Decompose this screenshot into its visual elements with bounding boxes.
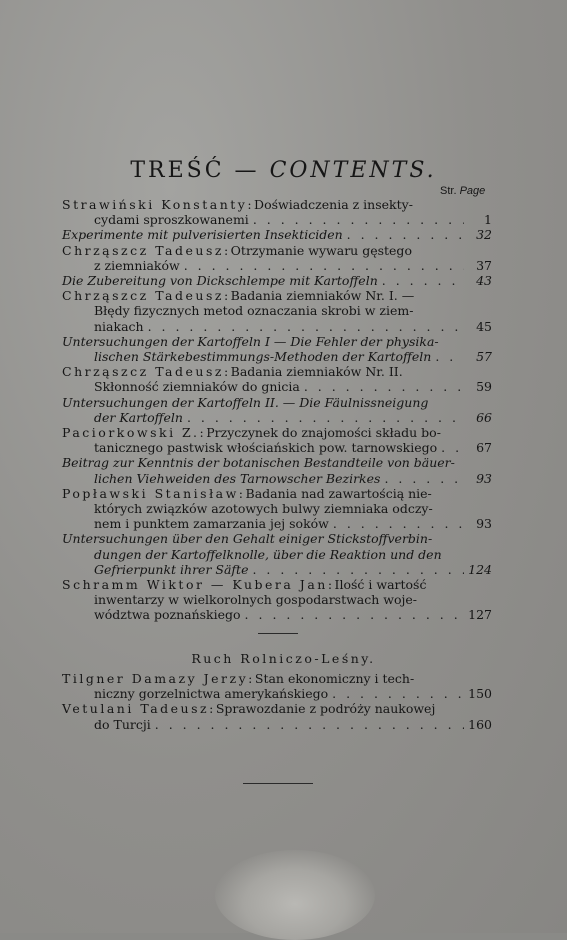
toc-entry xyxy=(62,334,492,364)
toc-entry xyxy=(62,671,492,701)
toc-leader-dots xyxy=(437,440,464,455)
toc-text: Beitrag zur Kenntnis der botanischen Bestandteile von bäuer- xyxy=(62,455,455,471)
toc-line xyxy=(62,288,492,303)
title-polish: TREŚĆ xyxy=(130,158,225,183)
toc-author: Tilgner Damazy Jerzy: xyxy=(62,671,255,686)
toc-leader-dots xyxy=(431,349,464,364)
toc-text: Experimente mit pulverisierten Insekticiden xyxy=(62,227,343,243)
toc-entry xyxy=(62,288,492,334)
toc-entry xyxy=(62,531,492,577)
toc-leader-dots xyxy=(249,212,464,227)
toc-text: dungen der Kartoffelknolle, über die Reaktion und den xyxy=(94,546,442,562)
toc-line xyxy=(62,425,492,440)
toc-line xyxy=(62,516,492,531)
toc-leader-dots xyxy=(144,319,464,334)
toc-page-number: 37 xyxy=(476,257,492,273)
toc-leader-dots xyxy=(329,516,464,531)
toc-line xyxy=(62,379,492,394)
toc-entry xyxy=(62,486,492,532)
toc-text: Sprawozdanie z podróży naukowej xyxy=(215,701,436,717)
toc-author: Popławski Stanisław: xyxy=(62,485,246,501)
toc-page-number: 93 xyxy=(476,516,492,532)
toc-line xyxy=(62,701,492,716)
toc-entry xyxy=(62,701,492,731)
toc-text: Badania nad zawartością nie- xyxy=(245,485,432,501)
toc-line xyxy=(62,227,492,242)
toc-line xyxy=(62,273,492,288)
toc-text: Błędy fizycznych metod oznaczania skrobi w ziem- xyxy=(94,303,414,319)
toc-author: Chrząszcz Tadeusz: xyxy=(62,288,231,304)
toc-text: Untersuchungen der Kartoffeln II. — Die Fäulnissneigung xyxy=(62,394,429,410)
toc-page-number: 66 xyxy=(476,409,492,425)
toc-page-number: 127 xyxy=(468,607,492,623)
toc-author: Schramm Wiktor — Kubera Jan: xyxy=(62,577,335,593)
toc-page-number: 57 xyxy=(476,349,492,365)
toc-line xyxy=(62,531,492,546)
toc-text: niczny gorzelnictwa amerykańskiego xyxy=(94,686,329,702)
toc-page-number: 59 xyxy=(476,379,492,395)
toc-page-number: 1 xyxy=(484,212,492,228)
toc-line xyxy=(62,471,492,486)
end-divider xyxy=(243,783,313,784)
toc-leader-dots xyxy=(380,471,464,486)
toc-text: lichen Viehweiden des Tarnowscher Bezirkes xyxy=(94,470,381,486)
toc-text: których związków azotowych bulwy ziemniaka odczy- xyxy=(94,501,433,517)
toc-line xyxy=(62,455,492,470)
paper-stain xyxy=(215,850,375,940)
toc-text: der Kartoffeln xyxy=(94,409,183,425)
column-heading-polish: Str. xyxy=(440,185,457,197)
toc-line xyxy=(62,547,492,562)
toc-text: Badania ziemniaków Nr. I. — xyxy=(230,288,415,304)
toc-page-number: 93 xyxy=(476,470,492,486)
toc-author: Paciorkowski Z.: xyxy=(62,425,207,441)
toc-entry xyxy=(62,395,492,425)
toc-leader-dots xyxy=(378,273,464,288)
toc-line xyxy=(62,607,492,622)
toc-leader-dots xyxy=(248,562,464,577)
toc-entry xyxy=(62,243,492,273)
toc-entry xyxy=(62,364,492,394)
toc-text: niakach xyxy=(94,318,144,334)
toc-line xyxy=(62,486,492,501)
toc-line xyxy=(62,243,492,258)
toc-line xyxy=(62,592,492,607)
toc-line xyxy=(62,197,492,212)
toc-leader-dots xyxy=(241,607,464,622)
toc-text: tanicznego pastwisk włościańskich pow. tarnowskiego xyxy=(94,440,438,456)
toc-text: Doświadczenia z insekty- xyxy=(254,197,413,212)
toc-line xyxy=(62,671,492,686)
toc-line xyxy=(62,364,492,379)
toc-leader-dots xyxy=(151,717,464,732)
column-heading-english: Page xyxy=(459,185,486,197)
toc-line xyxy=(62,349,492,364)
toc-text: Ilość i wartość xyxy=(334,577,427,593)
toc-page-number: 45 xyxy=(476,318,492,334)
toc-text: Otrzymanie wywaru gęstego xyxy=(230,242,412,258)
toc-page-number: 124 xyxy=(468,561,492,577)
toc-leader-dots xyxy=(180,258,464,273)
toc-text: inwentarzy w wielkorolnych gospodarstwach woje- xyxy=(94,592,418,608)
toc-text: Badania ziemniaków Nr. II. xyxy=(230,364,403,380)
toc-text: do Turcji xyxy=(94,716,151,732)
title-separator: — xyxy=(224,158,270,183)
toc-text: Untersuchungen der Kartoffeln I — Die Fehler der physika- xyxy=(62,333,439,349)
toc-text: cydami sproszkowanemi xyxy=(94,212,249,228)
toc-line xyxy=(62,501,492,516)
toc-entry xyxy=(62,577,492,623)
toc-text: Untersuchungen über den Gehalt einiger Stickstoffverbin- xyxy=(62,531,433,547)
toc-leader-dots xyxy=(183,410,464,425)
toc-line xyxy=(62,395,492,410)
toc-page-number: 150 xyxy=(468,686,492,702)
toc-entry xyxy=(62,455,492,485)
toc-author: Chrząszcz Tadeusz: xyxy=(62,242,231,258)
section-heading: Ruch Rolniczo-Leśny. xyxy=(191,651,376,666)
page-title xyxy=(0,158,567,183)
section-divider xyxy=(258,633,298,634)
toc-entry xyxy=(62,227,492,242)
toc-text: wództwa poznańskiego xyxy=(94,607,241,623)
toc-line xyxy=(62,686,492,701)
toc-line xyxy=(62,303,492,318)
toc-text: Przyczynek do znajomości składu bo- xyxy=(206,425,441,441)
toc-author: Vetulani Tadeusz: xyxy=(62,701,216,717)
toc-line xyxy=(62,258,492,273)
toc-line xyxy=(62,562,492,577)
toc-text: Gefrierpunkt ihrer Säfte xyxy=(94,561,249,577)
toc-author: Strawiński Konstanty: xyxy=(62,197,255,212)
toc-entry xyxy=(62,197,492,227)
page-column-heading xyxy=(440,185,485,197)
toc-text: Skłonność ziemniaków do gnicia xyxy=(94,379,300,395)
toc-entry xyxy=(62,425,492,455)
toc-text: lischen Stärkebestimmungs-Methoden der Kartoffeln xyxy=(94,349,432,365)
toc-text: Die Zubereitung von Dickschlempe mit Kartoffeln xyxy=(62,273,378,289)
toc-leader-dots xyxy=(343,227,464,242)
toc-line xyxy=(62,577,492,592)
toc-page-number: 43 xyxy=(476,273,492,289)
toc-line xyxy=(62,212,492,227)
toc-text: Stan ekonomiczny i tech- xyxy=(254,671,415,686)
toc-entry xyxy=(62,273,492,288)
title-english: CONTENTS. xyxy=(269,158,437,183)
toc-line xyxy=(62,440,492,455)
table-of-contents-section-2 xyxy=(62,671,492,732)
toc-page-number: 32 xyxy=(476,227,492,243)
toc-line xyxy=(62,319,492,334)
table-of-contents xyxy=(62,197,492,623)
toc-text: nem i punktem zamarzania jej soków xyxy=(94,516,329,532)
toc-text: z ziemniaków xyxy=(94,257,180,273)
toc-line xyxy=(62,410,492,425)
toc-author: Chrząszcz Tadeusz: xyxy=(62,364,231,380)
toc-leader-dots xyxy=(328,686,464,701)
toc-page-number: 67 xyxy=(476,440,492,456)
toc-line xyxy=(62,717,492,732)
toc-page-number: 160 xyxy=(468,716,492,732)
toc-line xyxy=(62,334,492,349)
toc-leader-dots xyxy=(300,379,464,394)
